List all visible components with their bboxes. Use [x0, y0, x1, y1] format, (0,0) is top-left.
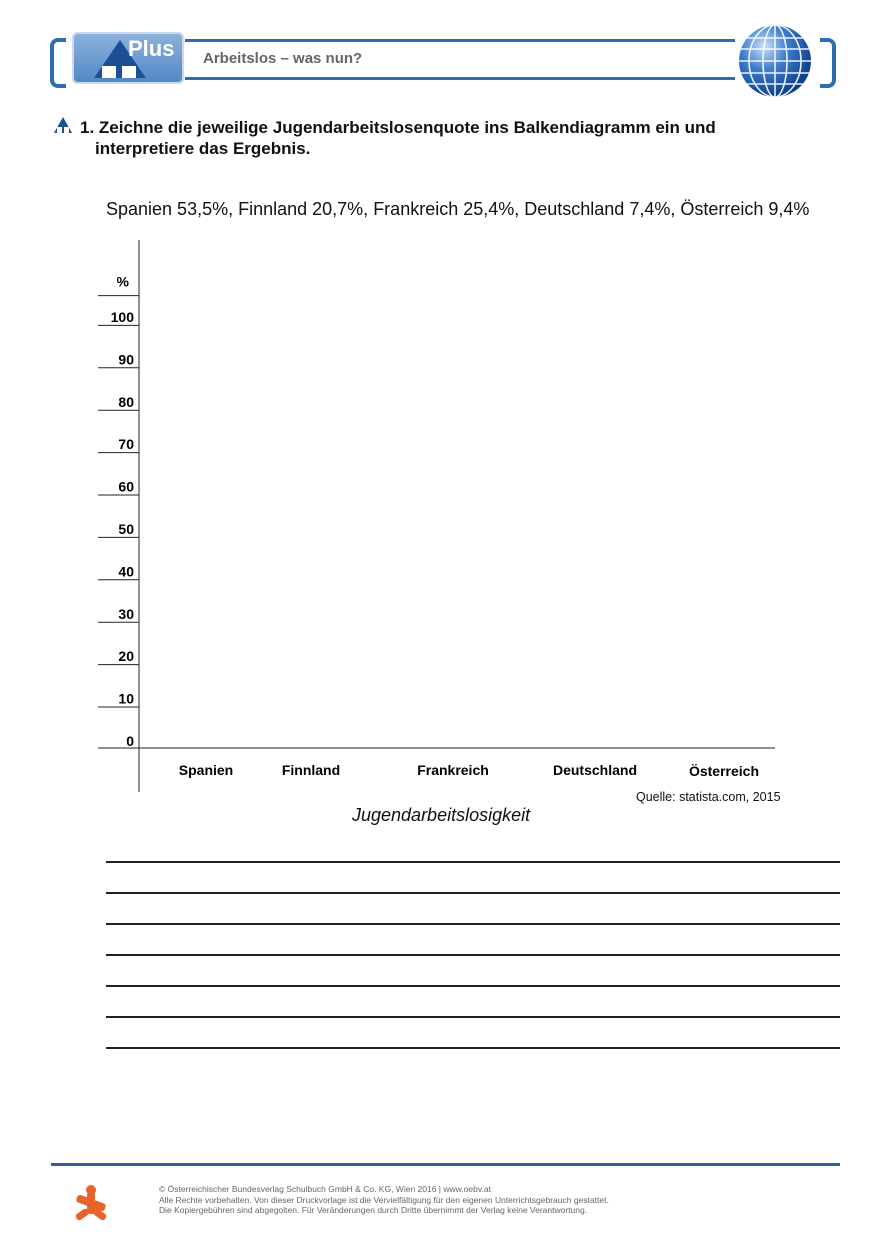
task-line-2: interpretiere das Ergebnis.: [95, 139, 311, 158]
x-category-label: Frankreich: [417, 762, 489, 778]
y-tick-label: 70: [118, 436, 134, 453]
y-tick-label: 10: [118, 690, 134, 707]
publisher-logo-icon: [72, 1184, 110, 1222]
footer-text: [159, 1184, 609, 1216]
footer-line-3: Die Kopiergebühren sind abgegolten. Für Veränderungen durch Dritte übernimmt der Verlag keine Verantwortung.: [159, 1205, 588, 1215]
answer-line[interactable]: [106, 923, 840, 925]
answer-line[interactable]: [106, 1016, 840, 1018]
y-axis-unit: %: [116, 273, 129, 290]
footer-line: [51, 1163, 840, 1166]
y-tick-label: 100: [110, 309, 134, 325]
y-tick-label: 20: [118, 648, 134, 665]
given-values: Spanien 53,5%, Finnland 20,7%, Frankreich 25,4%, Deutschland 7,4%, Österreich 9,4%: [106, 199, 810, 219]
answer-line[interactable]: [106, 892, 840, 894]
chart-axes: [139, 240, 775, 792]
logo-word: Plus: [128, 36, 175, 61]
x-category-label: Finnland: [281, 762, 341, 778]
chart-title: Jugendarbeitslosigkeit: [352, 805, 531, 825]
answer-line[interactable]: [106, 1047, 840, 1049]
answer-line[interactable]: [106, 985, 840, 987]
y-tick-label: 80: [118, 393, 134, 410]
y-tick-label: 90: [118, 351, 134, 368]
y-tick-label: 50: [118, 521, 134, 537]
page-title: Arbeitslos – was nun?: [203, 50, 363, 67]
y-tick-label: 40: [118, 563, 134, 580]
footer-line-2: Alle Rechte vorbehalten. Von dieser Druckvorlage ist die Vervielfältigung für den eigenen Unterrichtsgebrauch gestattet.: [159, 1194, 609, 1205]
task-line-1: 1. Zeichne die jeweilige Jugendarbeitslosenquote ins Balkendiagramm ein und: [80, 118, 716, 137]
x-category-label: Deutschland: [552, 762, 638, 778]
footer-line-1: © Österreichischer Bundesverlag Schulbuch GmbH & Co. KG, Wien 2016 | www.oebv.at: [159, 1184, 491, 1194]
x-category-label: Spanien: [178, 762, 234, 778]
x-category-label: Österreich: [688, 763, 760, 779]
y-tick-label: 60: [118, 478, 134, 495]
y-tick-label: 30: [118, 605, 134, 622]
answer-line[interactable]: [106, 954, 840, 956]
y-tick-label: 0: [126, 733, 134, 749]
chart-source: Quelle: statista.com, 2015: [636, 790, 781, 804]
answer-line[interactable]: [106, 861, 840, 863]
